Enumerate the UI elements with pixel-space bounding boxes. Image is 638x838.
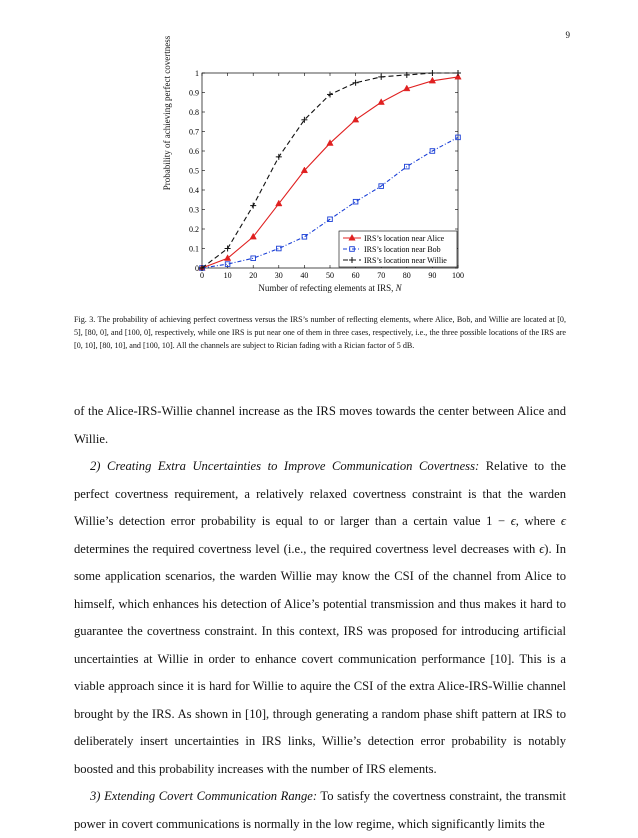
marker-shape xyxy=(251,256,256,261)
x-tick-label: 10 xyxy=(223,271,232,280)
y-tick-label: 0.2 xyxy=(189,225,199,234)
legend-label: IRS’s location near Alice xyxy=(364,234,445,243)
figure-3 xyxy=(162,35,470,303)
figure-caption: Fig. 3. The probability of achieving perfect covertness versus the IRS’s number of reflecting elements, where Alice, Bob, and Willie are located at [0, 5], [80, 0], and [100, 0], respectively, while one IRS is put near one of them in three cases, respectively, i.e., the three possible locations of the IRS are [0, 10], [80, 10], and [100, 10]. All the channels are subject to Rician fading with a Rician factor of 5 dB. xyxy=(74,315,566,350)
p2-text-a: Relative to the perfect covertness requirement, a relatively relaxed covertness constraint is that the warden Willie’s detection error probability is equal to or larger than a certain value 1 − xyxy=(74,459,566,528)
data-point xyxy=(224,255,230,261)
body-text xyxy=(74,398,566,838)
section-2-heading: 2) Creating Extra Uncertainties to Improve Communication Covertness: xyxy=(90,459,480,473)
p2-text-d: ). In some application scenarios, the warden Willie may know the CSI of the channel from Alice to himself, which enhances his detection of Alice’s potential transmission and thus makes it hard to guarantee the covertness constraint. In this context, IRS was proposed for introducing artificial uncertainties at Willie in order to enhance covert communication performance [10]. This is a viable approach since it is hard for Willie to aquire the CSI of the extra Alice-IRS-Willie channel brought by the IRS. As shown in [10], through generating a random phase shift pattern at IRS to deliberately insert uncertainties in IRS links, Willie’s detection error probability is notably boosted and this probability increases with the number of IRS elements. xyxy=(74,541,567,776)
x-axis-label xyxy=(202,283,458,293)
marker-shape xyxy=(277,246,282,251)
p2-text-c: determines the required covertness level (i.e., the required covertness level decreases with xyxy=(74,541,540,556)
x-tick-label: 40 xyxy=(300,271,309,280)
epsilon-2: ϵ xyxy=(560,514,566,528)
data-point xyxy=(352,116,358,122)
x-axis-label-var: N xyxy=(395,283,402,293)
epsilon-3: ϵ xyxy=(539,541,545,556)
x-tick-label: 0 xyxy=(200,271,204,280)
data-point xyxy=(277,246,282,251)
section-3-heading: 3) Extending Covert Communication Range: xyxy=(90,789,318,803)
probability-chart xyxy=(170,58,470,283)
y-tick-label: 0 xyxy=(195,264,199,273)
paragraph-1: of the Alice-IRS-Willie channel increase as the IRS moves towards the center between Alice and Willie. xyxy=(74,404,566,446)
y-tick-label: 0.5 xyxy=(189,166,199,176)
y-tick-label: 0.7 xyxy=(189,127,199,137)
x-tick-label: 70 xyxy=(377,271,386,280)
x-axis-label-text: Number of refecting elements at IRS, xyxy=(258,283,396,293)
x-tick-label: 50 xyxy=(326,271,334,280)
data-point xyxy=(251,256,256,261)
y-tick-label: 0.4 xyxy=(189,186,199,195)
p2-text-b: , where xyxy=(515,514,561,528)
y-tick-label: 0.9 xyxy=(189,88,199,98)
legend xyxy=(339,231,457,267)
paragraph-3 xyxy=(74,783,566,838)
y-axis-label: Probability of achieving perfect covertness xyxy=(162,35,172,191)
data-point xyxy=(378,74,384,80)
x-tick-label: 20 xyxy=(249,271,258,280)
marker-shape xyxy=(352,116,358,122)
x-tick-label: 90 xyxy=(428,271,437,280)
x-tick-label: 100 xyxy=(452,271,464,280)
y-tick-label: 0.8 xyxy=(189,108,199,117)
paragraph-2 xyxy=(74,453,566,783)
y-tick-label: 0.1 xyxy=(189,244,199,254)
p3-text: To satisfy the covertness constraint, the transmit power in covert communications is normally in the low regime, which significantly limits the xyxy=(74,789,567,831)
y-tick-label: 0.3 xyxy=(189,205,199,215)
data-point xyxy=(429,70,435,76)
data-point xyxy=(327,91,333,97)
x-tick-label: 30 xyxy=(274,271,283,280)
x-tick-label: 80 xyxy=(402,271,411,280)
y-tick-label: 0.6 xyxy=(189,147,199,156)
data-point xyxy=(455,70,461,76)
y-tick-label: 1 xyxy=(195,69,199,78)
legend-label: IRS’s location near Bob xyxy=(364,245,441,254)
data-point xyxy=(225,246,231,252)
data-point xyxy=(353,80,359,86)
marker-shape xyxy=(224,255,230,261)
legend-label: IRS’s location near Willie xyxy=(364,256,447,265)
epsilon-1: ϵ xyxy=(510,514,516,528)
data-point xyxy=(250,203,256,209)
x-tick-label: 60 xyxy=(351,271,360,280)
page-number: 9 xyxy=(565,30,570,40)
